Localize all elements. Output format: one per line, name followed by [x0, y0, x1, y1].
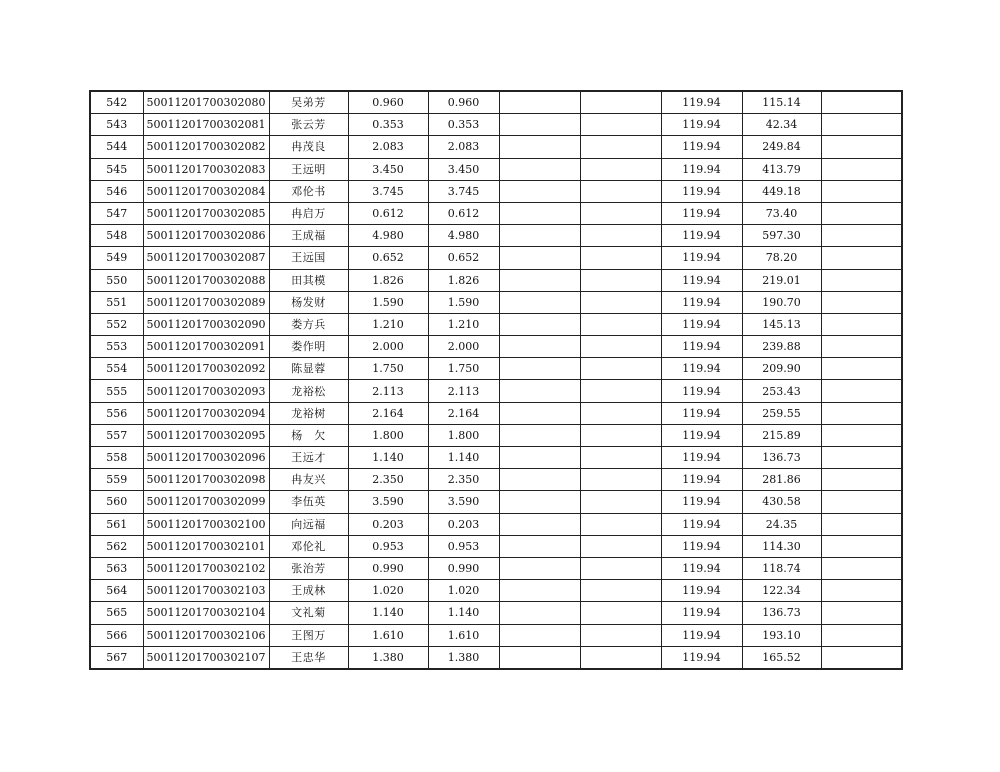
- household-id-cell: 50011201700302104: [143, 602, 269, 624]
- table-row: [90, 202, 902, 224]
- empty-cell: [580, 136, 661, 158]
- unit-price-cell: 119.94: [661, 424, 742, 446]
- area-confirmed-cell: 3.590: [428, 491, 499, 513]
- empty-cell: [580, 380, 661, 402]
- empty-cell: [580, 358, 661, 380]
- empty-cell: [499, 336, 580, 358]
- name-cell: 龙裕松: [269, 380, 348, 402]
- remark-cell: [821, 580, 902, 602]
- household-id-cell: 50011201700302106: [143, 624, 269, 646]
- area-confirmed-cell: 1.610: [428, 624, 499, 646]
- empty-cell: [499, 580, 580, 602]
- name-cell: 冉友兴: [269, 469, 348, 491]
- area-cell: 1.140: [348, 602, 428, 624]
- table-row: [90, 491, 902, 513]
- amount-cell: 190.70: [742, 291, 821, 313]
- remark-cell: [821, 602, 902, 624]
- area-confirmed-cell: 2.000: [428, 336, 499, 358]
- row-number-cell: 551: [90, 291, 143, 313]
- area-confirmed-cell: 1.140: [428, 447, 499, 469]
- remark-cell: [821, 447, 902, 469]
- area-cell: 2.083: [348, 136, 428, 158]
- table-row: [90, 447, 902, 469]
- name-cell: 娄方兵: [269, 313, 348, 335]
- row-number-cell: 555: [90, 380, 143, 402]
- unit-price-cell: 119.94: [661, 358, 742, 380]
- name-cell: 杨 欠: [269, 424, 348, 446]
- empty-cell: [580, 447, 661, 469]
- empty-cell: [580, 602, 661, 624]
- household-id-cell: 50011201700302094: [143, 402, 269, 424]
- empty-cell: [499, 202, 580, 224]
- table-row: [90, 269, 902, 291]
- amount-cell: 239.88: [742, 336, 821, 358]
- remark-cell: [821, 358, 902, 380]
- name-cell: 张云芳: [269, 114, 348, 136]
- remark-cell: [821, 491, 902, 513]
- unit-price-cell: 119.94: [661, 557, 742, 579]
- area-cell: 1.020: [348, 580, 428, 602]
- amount-cell: 145.13: [742, 313, 821, 335]
- name-cell: 王远才: [269, 447, 348, 469]
- area-confirmed-cell: 1.750: [428, 358, 499, 380]
- empty-cell: [580, 225, 661, 247]
- row-number-cell: 562: [90, 535, 143, 557]
- empty-cell: [499, 602, 580, 624]
- remark-cell: [821, 114, 902, 136]
- table-row: [90, 291, 902, 313]
- area-cell: 3.450: [348, 158, 428, 180]
- name-cell: 田其模: [269, 269, 348, 291]
- row-number-cell: 565: [90, 602, 143, 624]
- area-cell: 0.652: [348, 247, 428, 269]
- table-body: [90, 91, 902, 669]
- empty-cell: [499, 158, 580, 180]
- name-cell: 冉茂良: [269, 136, 348, 158]
- empty-cell: [580, 646, 661, 669]
- name-cell: 娄作明: [269, 336, 348, 358]
- household-id-cell: 50011201700302101: [143, 535, 269, 557]
- area-confirmed-cell: 0.953: [428, 535, 499, 557]
- unit-price-cell: 119.94: [661, 624, 742, 646]
- area-cell: 1.590: [348, 291, 428, 313]
- area-cell: 0.953: [348, 535, 428, 557]
- empty-cell: [499, 114, 580, 136]
- empty-cell: [499, 358, 580, 380]
- unit-price-cell: 119.94: [661, 114, 742, 136]
- area-confirmed-cell: 0.990: [428, 557, 499, 579]
- empty-cell: [580, 491, 661, 513]
- empty-cell: [580, 291, 661, 313]
- name-cell: 邓伦书: [269, 180, 348, 202]
- amount-cell: 118.74: [742, 557, 821, 579]
- unit-price-cell: 119.94: [661, 225, 742, 247]
- unit-price-cell: 119.94: [661, 202, 742, 224]
- row-number-cell: 549: [90, 247, 143, 269]
- table-row: [90, 313, 902, 335]
- amount-cell: 249.84: [742, 136, 821, 158]
- unit-price-cell: 119.94: [661, 580, 742, 602]
- row-number-cell: 543: [90, 114, 143, 136]
- empty-cell: [499, 136, 580, 158]
- household-id-cell: 50011201700302098: [143, 469, 269, 491]
- amount-cell: 430.58: [742, 491, 821, 513]
- empty-cell: [499, 624, 580, 646]
- empty-cell: [580, 469, 661, 491]
- name-cell: 王图万: [269, 624, 348, 646]
- empty-cell: [580, 247, 661, 269]
- row-number-cell: 552: [90, 313, 143, 335]
- unit-price-cell: 119.94: [661, 313, 742, 335]
- household-id-cell: 50011201700302082: [143, 136, 269, 158]
- area-confirmed-cell: 1.210: [428, 313, 499, 335]
- empty-cell: [580, 535, 661, 557]
- table-row: [90, 580, 902, 602]
- household-id-cell: 50011201700302088: [143, 269, 269, 291]
- empty-cell: [499, 313, 580, 335]
- unit-price-cell: 119.94: [661, 180, 742, 202]
- row-number-cell: 560: [90, 491, 143, 513]
- household-id-cell: 50011201700302091: [143, 336, 269, 358]
- remark-cell: [821, 424, 902, 446]
- table-row: [90, 557, 902, 579]
- unit-price-cell: 119.94: [661, 535, 742, 557]
- empty-cell: [580, 624, 661, 646]
- area-cell: 3.590: [348, 491, 428, 513]
- amount-cell: 115.14: [742, 91, 821, 114]
- unit-price-cell: 119.94: [661, 247, 742, 269]
- remark-cell: [821, 336, 902, 358]
- empty-cell: [580, 402, 661, 424]
- amount-cell: 24.35: [742, 513, 821, 535]
- area-confirmed-cell: 2.164: [428, 402, 499, 424]
- empty-cell: [580, 336, 661, 358]
- empty-cell: [499, 180, 580, 202]
- empty-cell: [580, 580, 661, 602]
- area-cell: 0.612: [348, 202, 428, 224]
- table-row: [90, 624, 902, 646]
- area-confirmed-cell: 1.140: [428, 602, 499, 624]
- amount-cell: 215.89: [742, 424, 821, 446]
- empty-cell: [499, 469, 580, 491]
- area-cell: 2.350: [348, 469, 428, 491]
- data-table: [89, 90, 903, 670]
- area-confirmed-cell: 0.652: [428, 247, 499, 269]
- name-cell: 吴弟芳: [269, 91, 348, 114]
- empty-cell: [499, 225, 580, 247]
- row-number-cell: 553: [90, 336, 143, 358]
- unit-price-cell: 119.94: [661, 513, 742, 535]
- area-cell: 2.000: [348, 336, 428, 358]
- name-cell: 杨发财: [269, 291, 348, 313]
- area-cell: 1.210: [348, 313, 428, 335]
- amount-cell: 42.34: [742, 114, 821, 136]
- amount-cell: 259.55: [742, 402, 821, 424]
- empty-cell: [499, 247, 580, 269]
- household-id-cell: 50011201700302081: [143, 114, 269, 136]
- name-cell: 王成福: [269, 225, 348, 247]
- area-cell: 0.990: [348, 557, 428, 579]
- remark-cell: [821, 247, 902, 269]
- empty-cell: [580, 424, 661, 446]
- empty-cell: [580, 114, 661, 136]
- row-number-cell: 556: [90, 402, 143, 424]
- area-cell: 1.800: [348, 424, 428, 446]
- unit-price-cell: 119.94: [661, 136, 742, 158]
- table-row: [90, 247, 902, 269]
- remark-cell: [821, 202, 902, 224]
- table-row: [90, 513, 902, 535]
- remark-cell: [821, 557, 902, 579]
- area-confirmed-cell: 0.353: [428, 114, 499, 136]
- household-id-cell: 50011201700302103: [143, 580, 269, 602]
- row-number-cell: 544: [90, 136, 143, 158]
- household-id-cell: 50011201700302099: [143, 491, 269, 513]
- empty-cell: [499, 91, 580, 114]
- area-cell: 0.353: [348, 114, 428, 136]
- unit-price-cell: 119.94: [661, 469, 742, 491]
- empty-cell: [580, 513, 661, 535]
- table-row: [90, 358, 902, 380]
- empty-cell: [499, 491, 580, 513]
- area-confirmed-cell: 1.380: [428, 646, 499, 669]
- area-cell: 2.164: [348, 402, 428, 424]
- amount-cell: 281.86: [742, 469, 821, 491]
- name-cell: 向远福: [269, 513, 348, 535]
- amount-cell: 136.73: [742, 447, 821, 469]
- household-id-cell: 50011201700302085: [143, 202, 269, 224]
- area-cell: 4.980: [348, 225, 428, 247]
- area-confirmed-cell: 4.980: [428, 225, 499, 247]
- row-number-cell: 563: [90, 557, 143, 579]
- household-id-cell: 50011201700302095: [143, 424, 269, 446]
- area-cell: 1.140: [348, 447, 428, 469]
- empty-cell: [499, 424, 580, 446]
- household-id-cell: 50011201700302107: [143, 646, 269, 669]
- area-cell: 1.380: [348, 646, 428, 669]
- household-id-cell: 50011201700302102: [143, 557, 269, 579]
- empty-cell: [499, 535, 580, 557]
- table-row: [90, 114, 902, 136]
- empty-cell: [580, 269, 661, 291]
- household-id-cell: 50011201700302083: [143, 158, 269, 180]
- area-confirmed-cell: 1.826: [428, 269, 499, 291]
- row-number-cell: 558: [90, 447, 143, 469]
- household-id-cell: 50011201700302087: [143, 247, 269, 269]
- row-number-cell: 545: [90, 158, 143, 180]
- empty-cell: [499, 402, 580, 424]
- area-confirmed-cell: 2.113: [428, 380, 499, 402]
- household-id-cell: 50011201700302080: [143, 91, 269, 114]
- area-confirmed-cell: 1.800: [428, 424, 499, 446]
- household-id-cell: 50011201700302100: [143, 513, 269, 535]
- amount-cell: 193.10: [742, 624, 821, 646]
- row-number-cell: 561: [90, 513, 143, 535]
- amount-cell: 209.90: [742, 358, 821, 380]
- unit-price-cell: 119.94: [661, 491, 742, 513]
- remark-cell: [821, 469, 902, 491]
- row-number-cell: 567: [90, 646, 143, 669]
- row-number-cell: 546: [90, 180, 143, 202]
- name-cell: 陈显蓉: [269, 358, 348, 380]
- empty-cell: [499, 447, 580, 469]
- name-cell: 李伍英: [269, 491, 348, 513]
- empty-cell: [580, 202, 661, 224]
- row-number-cell: 542: [90, 91, 143, 114]
- amount-cell: 253.43: [742, 380, 821, 402]
- name-cell: 邓伦礼: [269, 535, 348, 557]
- row-number-cell: 547: [90, 202, 143, 224]
- unit-price-cell: 119.94: [661, 402, 742, 424]
- table-row: [90, 136, 902, 158]
- empty-cell: [499, 380, 580, 402]
- household-id-cell: 50011201700302089: [143, 291, 269, 313]
- table-row: [90, 180, 902, 202]
- table-row: [90, 646, 902, 669]
- table-row: [90, 469, 902, 491]
- empty-cell: [499, 513, 580, 535]
- row-number-cell: 554: [90, 358, 143, 380]
- empty-cell: [499, 646, 580, 669]
- amount-cell: 78.20: [742, 247, 821, 269]
- row-number-cell: 566: [90, 624, 143, 646]
- area-confirmed-cell: 0.612: [428, 202, 499, 224]
- empty-cell: [580, 91, 661, 114]
- household-id-cell: 50011201700302093: [143, 380, 269, 402]
- area-confirmed-cell: 1.590: [428, 291, 499, 313]
- area-cell: 3.745: [348, 180, 428, 202]
- amount-cell: 122.34: [742, 580, 821, 602]
- remark-cell: [821, 180, 902, 202]
- unit-price-cell: 119.94: [661, 291, 742, 313]
- area-cell: 1.750: [348, 358, 428, 380]
- household-id-cell: 50011201700302086: [143, 225, 269, 247]
- remark-cell: [821, 513, 902, 535]
- amount-cell: 449.18: [742, 180, 821, 202]
- amount-cell: 413.79: [742, 158, 821, 180]
- unit-price-cell: 119.94: [661, 380, 742, 402]
- household-id-cell: 50011201700302096: [143, 447, 269, 469]
- remark-cell: [821, 291, 902, 313]
- amount-cell: 114.30: [742, 535, 821, 557]
- empty-cell: [499, 557, 580, 579]
- area-cell: 0.960: [348, 91, 428, 114]
- name-cell: 冉启万: [269, 202, 348, 224]
- row-number-cell: 564: [90, 580, 143, 602]
- area-cell: 1.826: [348, 269, 428, 291]
- area-confirmed-cell: 2.350: [428, 469, 499, 491]
- area-confirmed-cell: 2.083: [428, 136, 499, 158]
- name-cell: 文礼菊: [269, 602, 348, 624]
- remark-cell: [821, 91, 902, 114]
- unit-price-cell: 119.94: [661, 269, 742, 291]
- remark-cell: [821, 225, 902, 247]
- area-confirmed-cell: 1.020: [428, 580, 499, 602]
- row-number-cell: 548: [90, 225, 143, 247]
- unit-price-cell: 119.94: [661, 646, 742, 669]
- row-number-cell: 557: [90, 424, 143, 446]
- table-row: [90, 225, 902, 247]
- unit-price-cell: 119.94: [661, 447, 742, 469]
- remark-cell: [821, 158, 902, 180]
- table-row: [90, 91, 902, 114]
- amount-cell: 219.01: [742, 269, 821, 291]
- amount-cell: 136.73: [742, 602, 821, 624]
- remark-cell: [821, 402, 902, 424]
- area-cell: 1.610: [348, 624, 428, 646]
- amount-cell: 165.52: [742, 646, 821, 669]
- area-confirmed-cell: 0.203: [428, 513, 499, 535]
- empty-cell: [580, 557, 661, 579]
- table-row: [90, 336, 902, 358]
- remark-cell: [821, 136, 902, 158]
- name-cell: 王成林: [269, 580, 348, 602]
- unit-price-cell: 119.94: [661, 602, 742, 624]
- empty-cell: [580, 313, 661, 335]
- name-cell: 王远国: [269, 247, 348, 269]
- name-cell: 王忠华: [269, 646, 348, 669]
- empty-cell: [580, 180, 661, 202]
- empty-cell: [580, 158, 661, 180]
- table-row: [90, 402, 902, 424]
- remark-cell: [821, 535, 902, 557]
- name-cell: 张治芳: [269, 557, 348, 579]
- area-cell: 2.113: [348, 380, 428, 402]
- remark-cell: [821, 380, 902, 402]
- unit-price-cell: 119.94: [661, 91, 742, 114]
- remark-cell: [821, 313, 902, 335]
- area-confirmed-cell: 0.960: [428, 91, 499, 114]
- amount-cell: 597.30: [742, 225, 821, 247]
- unit-price-cell: 119.94: [661, 336, 742, 358]
- row-number-cell: 559: [90, 469, 143, 491]
- empty-cell: [499, 291, 580, 313]
- remark-cell: [821, 624, 902, 646]
- row-number-cell: 550: [90, 269, 143, 291]
- area-cell: 0.203: [348, 513, 428, 535]
- empty-cell: [499, 269, 580, 291]
- area-confirmed-cell: 3.450: [428, 158, 499, 180]
- remark-cell: [821, 646, 902, 669]
- amount-cell: 73.40: [742, 202, 821, 224]
- table-row: [90, 535, 902, 557]
- table-row: [90, 424, 902, 446]
- household-id-cell: 50011201700302084: [143, 180, 269, 202]
- name-cell: 王远明: [269, 158, 348, 180]
- table-row: [90, 380, 902, 402]
- household-id-cell: 50011201700302090: [143, 313, 269, 335]
- unit-price-cell: 119.94: [661, 158, 742, 180]
- table-row: [90, 602, 902, 624]
- remark-cell: [821, 269, 902, 291]
- area-confirmed-cell: 3.745: [428, 180, 499, 202]
- household-id-cell: 50011201700302092: [143, 358, 269, 380]
- table-row: [90, 158, 902, 180]
- name-cell: 龙裕树: [269, 402, 348, 424]
